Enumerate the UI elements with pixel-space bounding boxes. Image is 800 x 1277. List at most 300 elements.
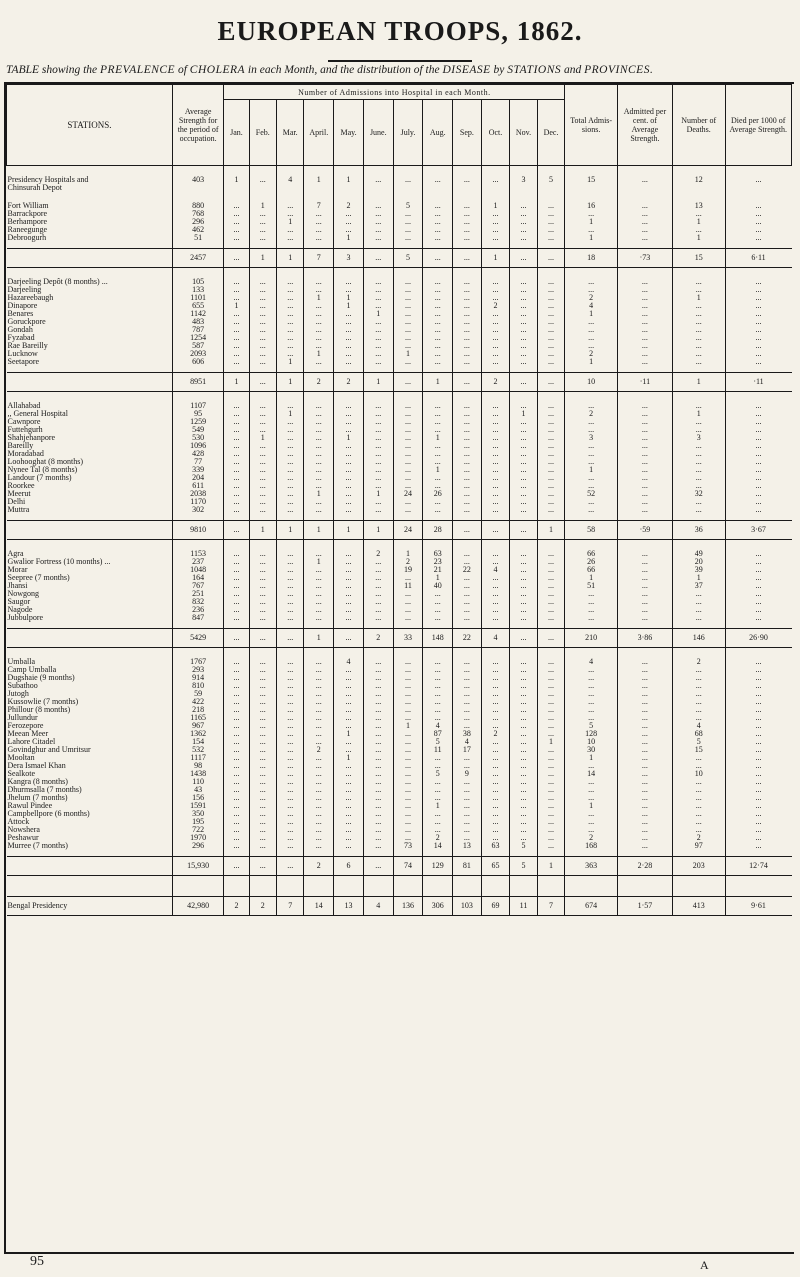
table-row	[7, 574, 792, 582]
number-of-deaths: ...	[672, 482, 725, 490]
total-admissions: ...	[565, 226, 618, 234]
month-admissions: ...	[481, 682, 510, 690]
table-row	[7, 842, 792, 850]
month-admissions: ...	[304, 482, 334, 490]
month-admissions: ...	[393, 310, 423, 318]
month-admissions: ...	[537, 674, 565, 682]
month-admissions: ...	[334, 674, 364, 682]
month-admissions: ...	[393, 218, 423, 226]
month-admissions: ...	[363, 326, 393, 334]
spacer-row	[7, 192, 792, 202]
month-admissions: ...	[537, 842, 565, 850]
month-admissions: ...	[276, 350, 303, 358]
station-name: Muttra	[7, 506, 30, 514]
month-admissions: ...	[453, 590, 482, 598]
month-admissions: ...	[423, 674, 453, 682]
month-admissions: 1	[304, 176, 334, 192]
spacer-cell	[672, 876, 725, 887]
month-admissions: 2	[363, 550, 393, 558]
month-admissions: ...	[537, 358, 565, 366]
month-admissions: ...	[334, 714, 364, 722]
station-name: Subathoo	[7, 682, 38, 690]
month-admissions: ...	[249, 410, 276, 418]
total-admissions: ...	[565, 794, 618, 802]
month-admissions: ...	[224, 218, 249, 226]
header-per-cent: Admitted per cent. of Average Strength.	[617, 85, 672, 166]
table-row	[7, 458, 792, 466]
month-admissions: 1	[363, 373, 393, 392]
total-admissions: 4	[565, 302, 618, 310]
average-strength: 98	[172, 762, 223, 770]
month-admissions: ...	[334, 629, 364, 648]
month-admissions: ...	[276, 690, 303, 698]
total-admissions: 52	[565, 490, 618, 498]
month-admissions: ...	[224, 566, 249, 574]
month-admissions: ...	[304, 754, 334, 762]
month-admissions: 21	[423, 566, 453, 574]
month-admissions: 74	[393, 857, 423, 876]
month-admissions: ...	[249, 606, 276, 614]
admitted-per-cent: ...	[617, 294, 672, 302]
station-name: Moradabad	[7, 450, 44, 458]
month-admissions: ...	[276, 418, 303, 426]
month-admissions: ...	[393, 826, 423, 834]
month-admissions: ...	[510, 458, 537, 466]
month-admissions: ...	[453, 558, 482, 566]
month-admissions: 24	[393, 490, 423, 498]
month-admissions: ...	[363, 574, 393, 582]
average-strength: 350	[172, 810, 223, 818]
month-admissions: ...	[304, 566, 334, 574]
station-name: Rae Bareilly	[7, 342, 48, 350]
station-name: Hazareebaugh	[7, 294, 54, 302]
header-deaths: Number of Deaths.	[672, 85, 725, 166]
month-admissions: 19	[393, 566, 423, 574]
month-admissions: ...	[423, 350, 453, 358]
month-admissions: ...	[249, 474, 276, 482]
month-admissions: ...	[224, 826, 249, 834]
station-name: Darjeeling	[7, 286, 42, 294]
died-per-1000: ...	[725, 566, 792, 574]
number-of-deaths: ...	[672, 706, 725, 714]
month-admissions: ...	[363, 418, 393, 426]
month-admissions: ...	[304, 278, 334, 286]
month-admissions: 1	[276, 373, 303, 392]
total-admissions: 4	[565, 658, 618, 666]
admitted-per-cent: ...	[617, 762, 672, 770]
average-strength: 105	[172, 278, 223, 286]
month-admissions: 2	[481, 730, 510, 738]
admitted-per-cent: ...	[617, 218, 672, 226]
month-admissions: 73	[393, 842, 423, 850]
number-of-deaths: 20	[672, 558, 725, 566]
month-admissions: ...	[481, 598, 510, 606]
station-name: Rawul Pindee	[7, 802, 53, 810]
month-admissions: ...	[363, 498, 393, 506]
month-admissions: ...	[276, 506, 303, 514]
month-admissions: ...	[304, 810, 334, 818]
number-of-deaths: ...	[672, 310, 725, 318]
month-admissions: ...	[481, 590, 510, 598]
died-per-1000: ...	[725, 794, 792, 802]
station-name: Dinapore	[7, 302, 38, 310]
month-admissions: ...	[363, 834, 393, 842]
month-admissions: 11	[423, 746, 453, 754]
month-admissions: ...	[334, 558, 364, 566]
month-admissions: ...	[276, 834, 303, 842]
month-admissions: ...	[423, 614, 453, 622]
month-admissions: ...	[453, 176, 482, 192]
header-total: Total Admis-sions.	[565, 85, 618, 166]
died-per-1000: ...	[725, 402, 792, 410]
month-admissions: 1	[224, 176, 249, 192]
station-name: Dera Ismael Khan	[7, 762, 66, 770]
month-admissions: 26	[423, 490, 453, 498]
month-admissions: ...	[537, 326, 565, 334]
station-name: Shahjehanpore	[7, 434, 56, 442]
month-admissions: ...	[481, 698, 510, 706]
month-admissions: ...	[423, 249, 453, 268]
average-strength: 1165	[172, 714, 223, 722]
admitted-per-cent: ...	[617, 418, 672, 426]
table-row	[7, 442, 792, 450]
month-admissions: 1	[423, 802, 453, 810]
month-admissions: ...	[510, 318, 537, 326]
number-of-deaths: ...	[672, 418, 725, 426]
average-strength: 9810	[172, 521, 223, 540]
month-admissions: ...	[363, 818, 393, 826]
station-name: Nagode	[7, 606, 33, 614]
month-admissions: ...	[249, 658, 276, 666]
month-admissions: ...	[249, 506, 276, 514]
month-admissions: 1	[249, 434, 276, 442]
station-name: Meean Meer	[7, 730, 49, 738]
month-admissions: ...	[224, 802, 249, 810]
month-admissions: ...	[481, 318, 510, 326]
average-strength: 880	[172, 202, 223, 210]
month-admissions: ...	[276, 474, 303, 482]
month-admissions: ...	[276, 818, 303, 826]
month-admissions: ...	[249, 458, 276, 466]
number-of-deaths: 39	[672, 566, 725, 574]
month-admissions: ...	[510, 762, 537, 770]
total-admissions: 3	[565, 434, 618, 442]
month-admissions: ...	[249, 318, 276, 326]
month-admissions: ...	[510, 466, 537, 474]
total-admissions: 2	[565, 834, 618, 842]
average-strength: 204	[172, 474, 223, 482]
month-admissions: ...	[537, 598, 565, 606]
caption-disease: DISEASE	[442, 64, 491, 76]
month-admissions: ...	[249, 210, 276, 218]
table-row	[7, 666, 792, 674]
average-strength: 422	[172, 698, 223, 706]
month-admissions: 1	[334, 754, 364, 762]
died-per-1000: ...	[725, 810, 792, 818]
month-admissions: ...	[453, 582, 482, 590]
table-caption	[6, 64, 796, 76]
month-admissions: ...	[304, 326, 334, 334]
total-admissions: 674	[565, 897, 618, 916]
month-admissions: ...	[224, 778, 249, 786]
month-admissions: 1	[276, 249, 303, 268]
month-admissions: ...	[249, 466, 276, 474]
month-admissions: ...	[537, 350, 565, 358]
month-admissions: ...	[249, 278, 276, 286]
month-admissions: ...	[393, 426, 423, 434]
month-admissions: ...	[334, 826, 364, 834]
month-admissions: ...	[304, 762, 334, 770]
month-admissions: 1	[249, 521, 276, 540]
month-admissions: ...	[453, 450, 482, 458]
died-per-1000: ...	[725, 490, 792, 498]
total-admissions: ...	[565, 482, 618, 490]
month-admissions: ...	[304, 418, 334, 426]
month-admissions: ...	[334, 226, 364, 234]
total-admissions: 2	[565, 294, 618, 302]
month-admissions: ...	[393, 506, 423, 514]
died-per-1000: ...	[725, 210, 792, 218]
died-per-1000: ...	[725, 482, 792, 490]
total-admissions: ...	[565, 210, 618, 218]
average-strength: 403	[172, 176, 223, 192]
station-name: Dhurmsalla (7 months)	[7, 786, 82, 794]
month-admissions: ...	[224, 350, 249, 358]
month-admissions: ...	[537, 558, 565, 566]
month-admissions: ...	[481, 418, 510, 426]
total-admissions: ...	[565, 698, 618, 706]
month-admissions: ...	[453, 674, 482, 682]
month-admissions: ...	[276, 770, 303, 778]
month-admissions: ...	[334, 778, 364, 786]
month-admissions: ...	[537, 506, 565, 514]
month-admissions: ...	[224, 458, 249, 466]
month-admissions: ...	[481, 746, 510, 754]
total-admissions: 2	[565, 350, 618, 358]
average-strength: 832	[172, 598, 223, 606]
month-admissions: ...	[393, 674, 423, 682]
month-admissions: ...	[510, 802, 537, 810]
month-admissions: ...	[510, 582, 537, 590]
month-admissions: ...	[363, 350, 393, 358]
month-admissions: ...	[453, 666, 482, 674]
month-admissions: ...	[249, 442, 276, 450]
month-admissions: ...	[510, 498, 537, 506]
table-row	[7, 786, 792, 794]
header-month: Aug.	[423, 100, 453, 166]
month-admissions: ...	[334, 598, 364, 606]
month-admissions: ...	[276, 234, 303, 242]
month-admissions: 1	[363, 310, 393, 318]
died-per-1000: ...	[725, 474, 792, 482]
average-strength: 156	[172, 794, 223, 802]
average-strength: 77	[172, 458, 223, 466]
month-admissions: ...	[276, 326, 303, 334]
month-admissions: ...	[224, 674, 249, 682]
month-admissions: ...	[334, 666, 364, 674]
table-row	[7, 738, 792, 746]
table-row	[7, 826, 792, 834]
total-admissions: 10	[565, 373, 618, 392]
station-name: Bengal Presidency	[7, 897, 173, 916]
month-admissions: ...	[423, 342, 453, 350]
month-admissions: ...	[481, 490, 510, 498]
month-admissions: ...	[276, 746, 303, 754]
month-admissions: ...	[249, 418, 276, 426]
number-of-deaths: ...	[672, 614, 725, 622]
spacer-cell	[617, 876, 672, 887]
died-per-1000: ...	[725, 278, 792, 286]
average-strength: 164	[172, 574, 223, 582]
admitted-per-cent: ...	[617, 550, 672, 558]
month-admissions: 6	[334, 857, 364, 876]
number-of-deaths: 4	[672, 722, 725, 730]
station-name: Benares	[7, 310, 34, 318]
average-strength: 42,980	[172, 897, 223, 916]
total-admissions: 5	[565, 722, 618, 730]
month-admissions: 1	[276, 358, 303, 366]
spacer-cell	[537, 886, 565, 897]
died-per-1000: ...	[725, 842, 792, 850]
total-admissions: 1	[565, 802, 618, 810]
month-admissions: ...	[537, 249, 565, 268]
table-row	[7, 674, 792, 682]
month-admissions: 1	[304, 629, 334, 648]
month-admissions: 3	[334, 249, 364, 268]
month-admissions: ...	[334, 682, 364, 690]
station-name: Jhelum (7 months)	[7, 794, 68, 802]
month-admissions: ...	[423, 666, 453, 674]
spacer-cell	[334, 876, 364, 887]
average-strength: 1153	[172, 550, 223, 558]
died-per-1000: ...	[725, 466, 792, 474]
table-row	[7, 482, 792, 490]
month-admissions: ...	[276, 434, 303, 442]
month-admissions: ...	[453, 490, 482, 498]
month-admissions: ...	[423, 598, 453, 606]
month-admissions: ...	[363, 278, 393, 286]
month-admissions: ...	[393, 810, 423, 818]
month-admissions: ...	[276, 334, 303, 342]
average-strength: 95	[172, 410, 223, 418]
month-admissions: ...	[453, 202, 482, 210]
month-admissions: ...	[363, 730, 393, 738]
month-admissions: ...	[224, 714, 249, 722]
admitted-per-cent: ...	[617, 674, 672, 682]
average-strength: 1048	[172, 566, 223, 574]
month-admissions: ...	[510, 574, 537, 582]
station-name: Loohooghat (8 months)	[7, 458, 84, 466]
month-admissions: ...	[423, 706, 453, 714]
month-admissions: ...	[510, 834, 537, 842]
station-name: Futtehgurh	[7, 426, 43, 434]
month-admissions: ...	[363, 202, 393, 210]
month-admissions: ...	[393, 294, 423, 302]
month-admissions: ...	[537, 373, 565, 392]
month-admissions: ...	[276, 458, 303, 466]
month-admissions: ...	[453, 326, 482, 334]
month-admissions: ...	[537, 226, 565, 234]
station-name: Umballa	[7, 658, 36, 666]
month-admissions: 1	[393, 722, 423, 730]
average-strength: 2457	[172, 249, 223, 268]
month-admissions: ...	[224, 342, 249, 350]
died-per-1000: ...	[725, 730, 792, 738]
month-admissions: ...	[393, 666, 423, 674]
month-admissions: ...	[224, 326, 249, 334]
station-name: Attock	[7, 818, 30, 826]
month-admissions: ...	[224, 786, 249, 794]
month-admissions: ...	[481, 286, 510, 294]
month-admissions: ...	[334, 318, 364, 326]
month-admissions: ...	[537, 286, 565, 294]
average-strength: 339	[172, 466, 223, 474]
month-admissions: 5	[393, 202, 423, 210]
total-admissions: ...	[565, 786, 618, 794]
admitted-per-cent: ...	[617, 234, 672, 242]
station-name: Govindghur and Umritsur	[7, 746, 91, 754]
month-admissions: ...	[481, 574, 510, 582]
admitted-per-cent: ...	[617, 722, 672, 730]
admitted-per-cent: ...	[617, 226, 672, 234]
station-name-line-2: Chinsurah Depot	[7, 183, 62, 192]
table-row	[7, 294, 792, 302]
month-admissions: 4	[363, 897, 393, 916]
month-admissions: ...	[249, 286, 276, 294]
table-row	[7, 418, 792, 426]
died-per-1000: ...	[725, 574, 792, 582]
total-admissions: ...	[565, 278, 618, 286]
average-strength: 51	[172, 234, 223, 242]
average-strength: 914	[172, 674, 223, 682]
number-of-deaths: ...	[672, 318, 725, 326]
month-admissions: ...	[363, 474, 393, 482]
month-admissions: ...	[249, 234, 276, 242]
month-admissions: ...	[304, 318, 334, 326]
spacer-row	[7, 268, 792, 279]
month-admissions: ...	[510, 738, 537, 746]
month-admissions: ...	[423, 210, 453, 218]
number-of-deaths: 13	[672, 202, 725, 210]
month-admissions: ...	[224, 294, 249, 302]
month-admissions: ...	[224, 698, 249, 706]
total-admissions: ...	[565, 714, 618, 722]
month-admissions: ...	[363, 582, 393, 590]
table-row	[7, 754, 792, 762]
spacer-cell	[725, 886, 792, 897]
month-admissions: ...	[224, 434, 249, 442]
caption-text-5: and	[564, 64, 582, 76]
month-admissions: ...	[537, 658, 565, 666]
spacer-row	[7, 876, 792, 887]
died-per-1000: ...	[725, 310, 792, 318]
month-admissions: ...	[363, 506, 393, 514]
caption-prevalence: PREVALENCE	[100, 64, 176, 76]
month-admissions: ...	[510, 598, 537, 606]
month-admissions: ...	[453, 474, 482, 482]
month-admissions: 2	[304, 373, 334, 392]
average-strength: 2093	[172, 350, 223, 358]
month-admissions: ...	[423, 754, 453, 762]
died-per-1000: 9·61	[725, 897, 792, 916]
month-admissions: 4	[423, 722, 453, 730]
month-admissions: ...	[304, 770, 334, 778]
month-admissions: ...	[363, 802, 393, 810]
month-admissions: ...	[510, 690, 537, 698]
month-admissions: ...	[510, 249, 537, 268]
admitted-per-cent: ...	[617, 410, 672, 418]
number-of-deaths: 15	[672, 249, 725, 268]
